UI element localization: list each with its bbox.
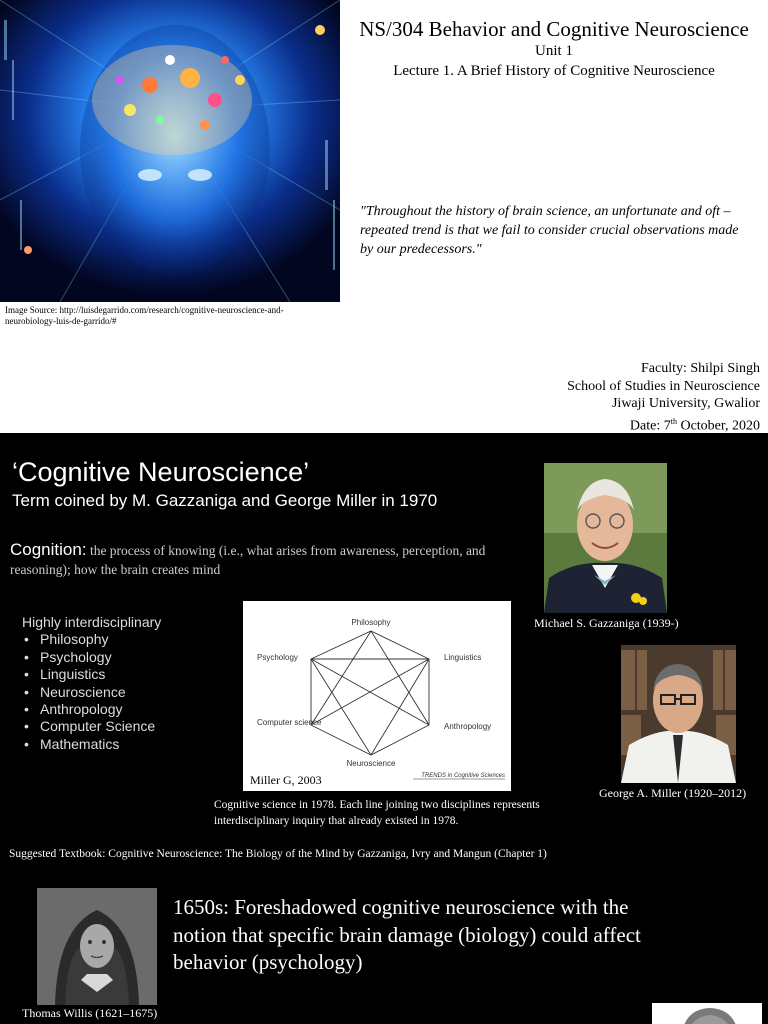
cognition-definition — [10, 540, 525, 579]
slide-1650s-history — [0, 870, 768, 1024]
list-item: • Linguistics — [22, 666, 161, 683]
faculty-university: Jiwaji University, Gwalior — [611, 396, 760, 411]
cognition-definition-text: the process of knowing (i.e., what arises from awareness, perception, and reasoning); how the brain creates mind — [10, 543, 486, 577]
cognition-term: Cognition: — [10, 540, 87, 559]
faculty-info — [567, 360, 760, 433]
cognitive-science-hexagon-diagram — [243, 601, 511, 791]
node-anthropology: Anthropology — [444, 722, 492, 731]
diagram-caption: Cognitive science in 1978. Each line joining two disciplines represents interdisciplinary inquiry that already existed in 1978. — [214, 799, 540, 827]
brain-illustration-image — [0, 0, 340, 302]
slide-cognitive-neuroscience — [0, 433, 768, 870]
lecture-subtitle: Lecture 1. A Brief History of Cognitive Neuroscience — [393, 63, 715, 79]
thomas-willis-portrait — [37, 888, 157, 1005]
list-item: • Mathematics — [22, 736, 161, 753]
slide-subheading: Term coined by M. Gazzaniga and George Miller in 1970 — [12, 491, 438, 510]
miller-caption: George A. Miller (1920–2012) — [599, 786, 747, 800]
faculty-name: Faculty: Shilpi Singh — [640, 361, 760, 376]
bust-illustration — [652, 1003, 762, 1024]
list-item: • Philosophy — [22, 631, 161, 648]
node-philosophy: Philosophy — [351, 618, 391, 627]
node-computer-science: Computer science — [257, 718, 322, 727]
lecture-course-title: NS/304 Behavior and Cognitive Neuroscience — [359, 17, 749, 41]
miller-portrait-photo — [621, 645, 736, 783]
slide-heading: ‘Cognitive Neuroscience’ — [12, 457, 310, 487]
gazzaniga-portrait-photo — [544, 463, 667, 613]
list-item: • Computer Science — [22, 718, 161, 735]
node-psychology: Psychology — [257, 653, 298, 662]
suggested-textbook: Suggested Textbook: Cognitive Neuroscience: The Biology of the Mind by Gazzaniga, Ivry and Mangun (Chapter 1) — [9, 848, 547, 860]
list-item: • Neuroscience — [22, 684, 161, 701]
history-quote: "Throughout the history of brain science, an unfortunate and oft – repeated trend is that we fail to consider crucial observations made by our predecessors." — [360, 204, 739, 257]
disciplines-header: Highly interdisciplinary — [22, 614, 162, 630]
node-neuroscience: Neuroscience — [346, 759, 396, 768]
lecture-unit: Unit 1 — [535, 43, 573, 59]
disciplines-list — [22, 614, 161, 753]
diagram-citation: Miller G, 2003 — [250, 773, 322, 787]
faculty-school: School of Studies in Neuroscience — [567, 378, 760, 394]
slide-title — [0, 0, 768, 433]
diagram-footer: TRENDS in Cognitive Sciences — [421, 773, 505, 779]
thomas-willis-caption: Thomas Willis (1621–1675) — [22, 1006, 158, 1020]
image-source-note: Image Source: http://luisdegarrido.com/research/cognitive-neuroscience-and-neurobiology-luis-de-garrido/# — [5, 305, 284, 326]
list-item: • Anthropology — [22, 701, 161, 718]
node-linguistics: Linguistics — [444, 653, 482, 662]
gazzaniga-caption: Michael S. Gazzaniga (1939-) — [534, 616, 679, 630]
list-item: • Psychology — [22, 649, 161, 666]
lecture-date: Date: 7th October, 2020 — [629, 416, 760, 433]
history-1650s-text: 1650s: Foreshadowed cognitive neuroscience with the notion that specific brain damage (biology) could affect behavior (psychology) — [173, 895, 641, 974]
